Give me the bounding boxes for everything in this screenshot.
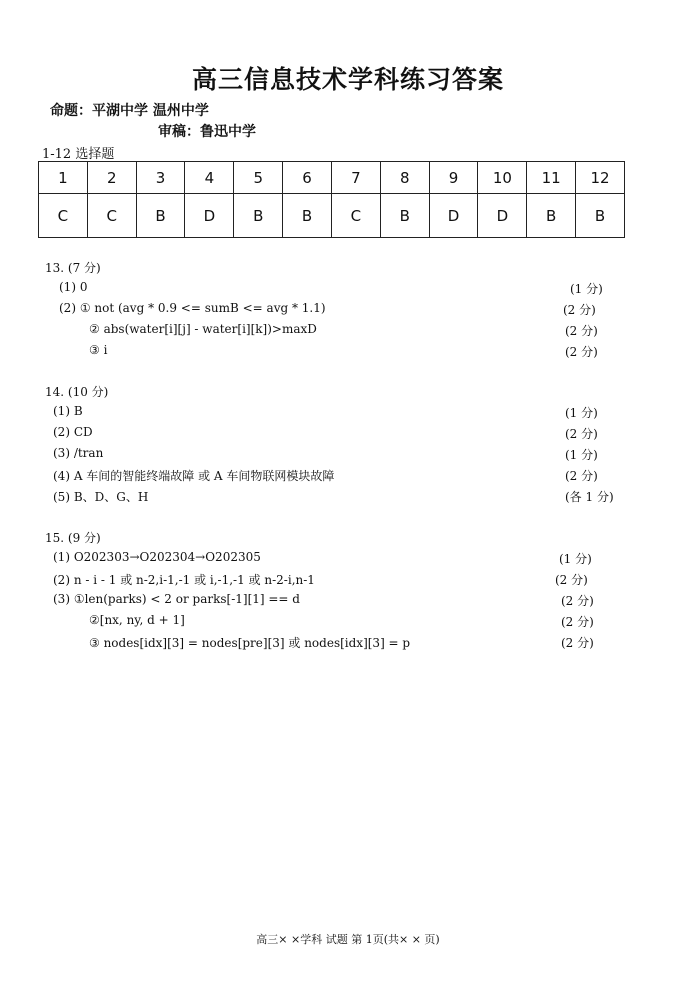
mc-number-cell: 4 [185,162,234,194]
q14-part2-points: (2 分) [565,427,598,441]
q15-heading: 15. (9 分) [45,531,101,545]
q14-part5-points: (各 1 分) [565,490,614,504]
mc-number-cell: 7 [331,162,380,194]
mc-number-cell: 12 [576,162,625,194]
mc-answer-row [39,194,625,238]
mc-answer-cell: B [234,194,283,238]
mc-answer-cell: B [527,194,576,238]
mc-answer-cell: C [87,194,136,238]
mc-number-cell: 1 [39,162,88,194]
mc-answer-cell: B [136,194,185,238]
mc-answer-cell: B [576,194,625,238]
q14-part1: (1) B [53,404,83,418]
q14-part3-points: (1 分) [565,448,598,462]
mc-number-cell: 11 [527,162,576,194]
mc-number-cell: 8 [380,162,429,194]
q15-part3-blank2: ②[nx, ny, d + 1] [89,613,185,627]
q13-part2-points: (2 分) [563,303,596,317]
q15-part2: (2) n - i - 1 或 n-2,i-1,-1 或 i,-1,-1 或 n-2-i,n-1 [53,573,315,587]
q14-part1-points: (1 分) [565,406,598,420]
mc-answer-cell: D [429,194,478,238]
mc-answer-cell: B [380,194,429,238]
q15-part3-blank3: ③ nodes[idx][3] = nodes[pre][3] 或 nodes[idx][3] = p [89,636,411,650]
q13-part2-blank2: ② abs(water[i][j] - water[i][k])>maxD [89,322,317,336]
q15-part2-points: (2 分) [555,573,588,587]
q14-part5: (5) B、D、G、H [53,490,149,504]
q14-heading: 14. (10 分) [45,385,109,399]
mc-number-row [39,162,625,194]
q13-part2-blank3: ③ i [89,343,108,357]
q13-part2: (2) ① not (avg * 0.9 <= sumB <= avg * 1.1) [59,301,326,315]
q15-part3-points: (2 分) [561,594,594,608]
q13-part1: (1) 0 [59,280,88,294]
q15-part1-points: (1 分) [559,552,592,566]
q15-part1: (1) O202303→O202304→O202305 [53,550,261,564]
q14-part3: (3) /tran [53,446,104,460]
q14-part4-points: (2 分) [565,469,598,483]
page-footer: 高三× ×学科 试题 第 1页(共× × 页) [256,933,440,946]
reviewer-line: 审稿：鲁迅中学 [158,124,256,140]
author-line: 命题：平湖中学 温州中学 [50,103,209,119]
q15-part3: (3) ①len(parks) < 2 or parks[-1][1] == d [53,592,300,606]
q15-part3-blank3-points: (2 分) [561,636,594,650]
mc-answer-table [38,161,625,238]
mc-number-cell: 2 [87,162,136,194]
q13-part2-blank2-points: (2 分) [565,324,598,338]
mc-answer-cell: C [39,194,88,238]
mc-answer-cell: D [185,194,234,238]
q13-part1-points: (1 分) [570,282,603,296]
mc-heading: 1-12 选择题 [42,147,115,162]
page-title: 高三信息技术学科练习答案 [191,65,504,94]
q13-part2-blank3-points: (2 分) [565,345,598,359]
q14-part4: (4) A 车间的智能终端故障 或 A 车间物联网模块故障 [53,469,335,483]
mc-number-cell: 10 [478,162,527,194]
q15-part3-blank2-points: (2 分) [561,615,594,629]
q13-heading: 13. (7 分) [45,261,101,275]
mc-number-cell: 3 [136,162,185,194]
mc-number-cell: 6 [283,162,332,194]
mc-answer-cell: B [283,194,332,238]
mc-number-cell: 5 [234,162,283,194]
mc-answer-cell: D [478,194,527,238]
q14-part2: (2) CD [53,425,93,439]
mc-number-cell: 9 [429,162,478,194]
mc-answer-cell: C [331,194,380,238]
